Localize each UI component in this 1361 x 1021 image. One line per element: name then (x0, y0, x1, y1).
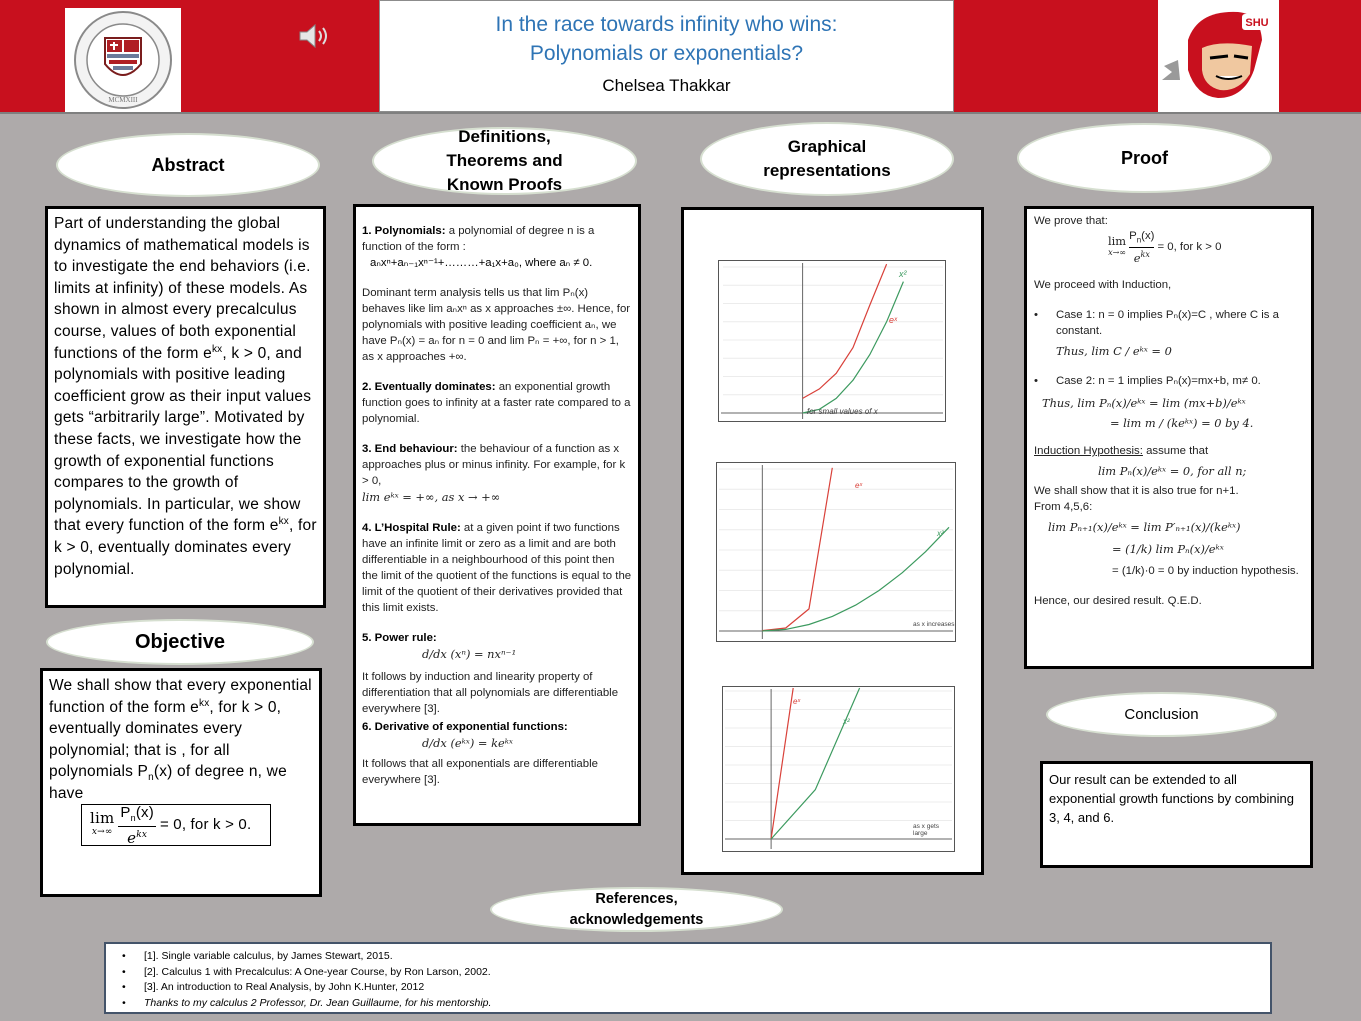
graph-x-large-label-b: x² (843, 717, 850, 726)
graph-x-increases-caption: as x increases (913, 621, 955, 628)
graph-x-increases-svg (717, 463, 955, 641)
graph-x-increases-label-b: x² (937, 529, 944, 538)
graph-x-large-label-a: eˣ (793, 697, 801, 706)
proof-case2: • Case 2: n = 1 implies Pₙ(x)=mx+b, m≠ 0. (1034, 375, 1261, 388)
title-line-1: In the race towards infinity who wins: (495, 13, 838, 36)
conclusion-box (1040, 761, 1313, 868)
graph-x-large (722, 686, 955, 852)
reference-1: • [1]. Single variable calculus, by James Stewart, 2015. (120, 949, 1270, 965)
abstract-text-1: Part of understanding the global dynamics of mathematical models is to investigate the end behaviors (i.e. limits at infinity) of these models. As shown in almost every precalculus course, values of both exponential functions of the form e (54, 215, 311, 362)
abstract-text-2: , k > 0, and polynomials with positive leading coefficient grow as their input values gets “arbitrarily large”. Motivated by these facts, we investigate how the growth of exponential functions compares to the growth of polynomials. In particular, we show that every function of the form e (54, 344, 312, 535)
proof-step-3: = (1/k)·0 = 0 by induction hypothesis. (1112, 565, 1299, 578)
def-end-behaviour: 3. End behaviour: the behaviour of a function as x approaches plus or minus infinity. For example, for k > 0, lim eᵏˣ = +∞, as x → +∞ (362, 443, 626, 504)
proof-case1: • Case 1: n = 0 implies Pₙ(x)=C , where C is a constant. (1034, 309, 1279, 338)
acknowledgement: • Thanks to my calculus 2 Professor, Dr. Jean Guillaume, for his mentorship. (120, 996, 1270, 1012)
objective-formula-tail: = 0, for k > 0. (159, 816, 252, 834)
graph-small-x-svg (719, 261, 945, 421)
series-line-a (771, 688, 793, 839)
graph-small-x-caption: for small values of x (807, 407, 878, 416)
proof-heading: Proof (1017, 123, 1272, 193)
proof-step-1: lim Pₙ₊₁(x)/eᵏˣ = lim P′ₙ₊₁(x)/(keᵏˣ) (1048, 520, 1241, 535)
abstract-sup-1: kx (211, 343, 223, 355)
shu-pioneer-mascot-icon (1158, 0, 1279, 112)
definitions-heading: Definitions, Theorems and Known Proofs (372, 127, 637, 195)
objective-formula: lim x→∞ $P_n(x)$ $e^{kx}$ = 0, for k > 0. (81, 804, 271, 846)
objective-text-1: We shall show that every exponential function of the form e (49, 677, 312, 716)
university-seal-icon (65, 8, 181, 112)
graph-x-increases (716, 462, 956, 642)
conclusion-heading: Conclusion (1046, 692, 1277, 737)
objective-text-2: , for k > 0, eventually dominates every polynomial; that is , for all polynomials P (49, 698, 282, 781)
abstract-text-3: , for k > 0, eventually dominates every polynomial. (54, 517, 317, 578)
def-polynomials: 1. Polynomials: a polynomial of degree n is a function of the form : aₙxⁿ+aₙ₋₁xⁿ⁻¹+………+a₁x+a₀, where aₙ ≠ 0. (362, 225, 595, 269)
abstract-sup-2: kx (278, 516, 289, 528)
graph-small-x-label-b: eˣ (889, 315, 898, 325)
graph-x-increases-label-a: eˣ (855, 481, 863, 490)
reference-2: • [2]. Calculus 1 with Precalculus: A One-year Course, by Ron Larson, 2002. (120, 965, 1270, 981)
proof-shall: We shall show that it is also true for n+1. (1034, 485, 1239, 498)
objective-sup: kx (199, 697, 210, 709)
def-eventually: 2. Eventually dominates: an exponential growth function goes to infinity at a faster rate compared to a polynomial. (362, 381, 631, 425)
proof-step-2: = (1/k) lim Pₙ(x)/eᵏˣ (1112, 542, 1224, 557)
def-dominant: Dominant term analysis tells us that lim Pₙ(x) behaves like lim aₙxⁿ as x approaches ±∞. Hence, for polynomials with positive leading coefficient aₙ, we have Pₙ(x) = aₙ for n = 0 and lim Pₙ = +∞, for n > 1, as x approaches +∞. (362, 287, 631, 363)
objective-box (40, 668, 322, 897)
proof-case2-formula-2: = lim m / (keᵏˣ) = 0 by 4. (1110, 416, 1254, 431)
svg-text:SHU: SHU (1245, 17, 1269, 29)
proof-intro: We prove that: (1034, 215, 1108, 227)
conclusion-text: Our result can be extended to all exponential growth functions by combining 3, 4, and 6. (1049, 772, 1294, 825)
series-line-b (771, 688, 860, 839)
svg-text:MCMXIII: MCMXIII (108, 96, 138, 104)
def-exp-derivative-text: It follows that all exponentials are differentiable everywhere [3]. (362, 758, 598, 786)
graph-small-x-label-a: x² (899, 269, 907, 279)
proof-hypothesis: Induction Hypothesis: assume that (1034, 445, 1209, 458)
objective-heading: Objective (46, 619, 314, 665)
reference-3: • [3]. An introduction to Real Analysis, by John K.Hunter, 2012 (120, 980, 1270, 996)
proof-case2-formula: Thus, lim Pₙ(x)/eᵏˣ = lim (mx+b)/eᵏˣ (1042, 396, 1246, 411)
proof-main-formula: lim x→∞ $P_n(x)$ $e^{kx}$ = 0, for k > 0 (1108, 230, 1222, 266)
series-line-b (803, 264, 887, 398)
speaker-icon[interactable] (297, 22, 333, 50)
proof-box (1024, 206, 1314, 669)
graphs-heading: Graphical representations (700, 122, 954, 196)
references-heading: References, acknowledgements (490, 887, 783, 932)
graph-x-large-caption: as x gets large (913, 823, 940, 837)
def-lhospital: 4. L’Hospital Rule: at a given point if two functions have an infinite limit or zero as a limit and are both differentiable in a neighbourhood of this point then the limit of the quotient of the functions is equal to the limit of the quotient of their derivatives provided that this limit exists. (362, 522, 632, 614)
definitions-box (353, 204, 641, 826)
objective-sub: n (148, 772, 154, 784)
poster-title (380, 10, 953, 68)
abstract-heading: Abstract (56, 133, 320, 197)
proof-from: From 4,5,6: (1034, 501, 1093, 514)
series-line-a (762, 468, 832, 631)
author-name: Chelsea Thakkar (602, 76, 731, 95)
proof-case1-formula: Thus, lim C / eᵏˣ = 0 (1056, 344, 1172, 359)
proof-induction: We proceed with Induction, (1034, 279, 1172, 292)
series-line-b (762, 527, 949, 631)
proof-intro-tail: = 0, for k > 0 (1157, 241, 1222, 254)
graph-small-x (718, 260, 946, 422)
def-power-rule: 5. Power rule: d/dx (xⁿ) = nxⁿ⁻¹ (362, 632, 517, 661)
objective-text-3: (x) of degree n, we have (49, 763, 287, 802)
proof-hypothesis-formula: lim Pₙ(x)/eᵏˣ = 0, for all n; (1098, 464, 1247, 479)
proof-final: Hence, our desired result. Q.E.D. (1034, 595, 1202, 608)
title-line-2: Polynomials or exponentials? (529, 42, 804, 65)
title-box (379, 0, 954, 112)
abstract-box (45, 206, 326, 608)
def-power-rule-text: It follows by induction and linearity property of differentiation that all polynomials are differentiable everywhere [3]. (362, 671, 619, 715)
def-exp-derivative: 6. Derivative of exponential functions: d/dx (eᵏˣ) = keᵏˣ (362, 721, 568, 750)
references-box (104, 942, 1272, 1014)
